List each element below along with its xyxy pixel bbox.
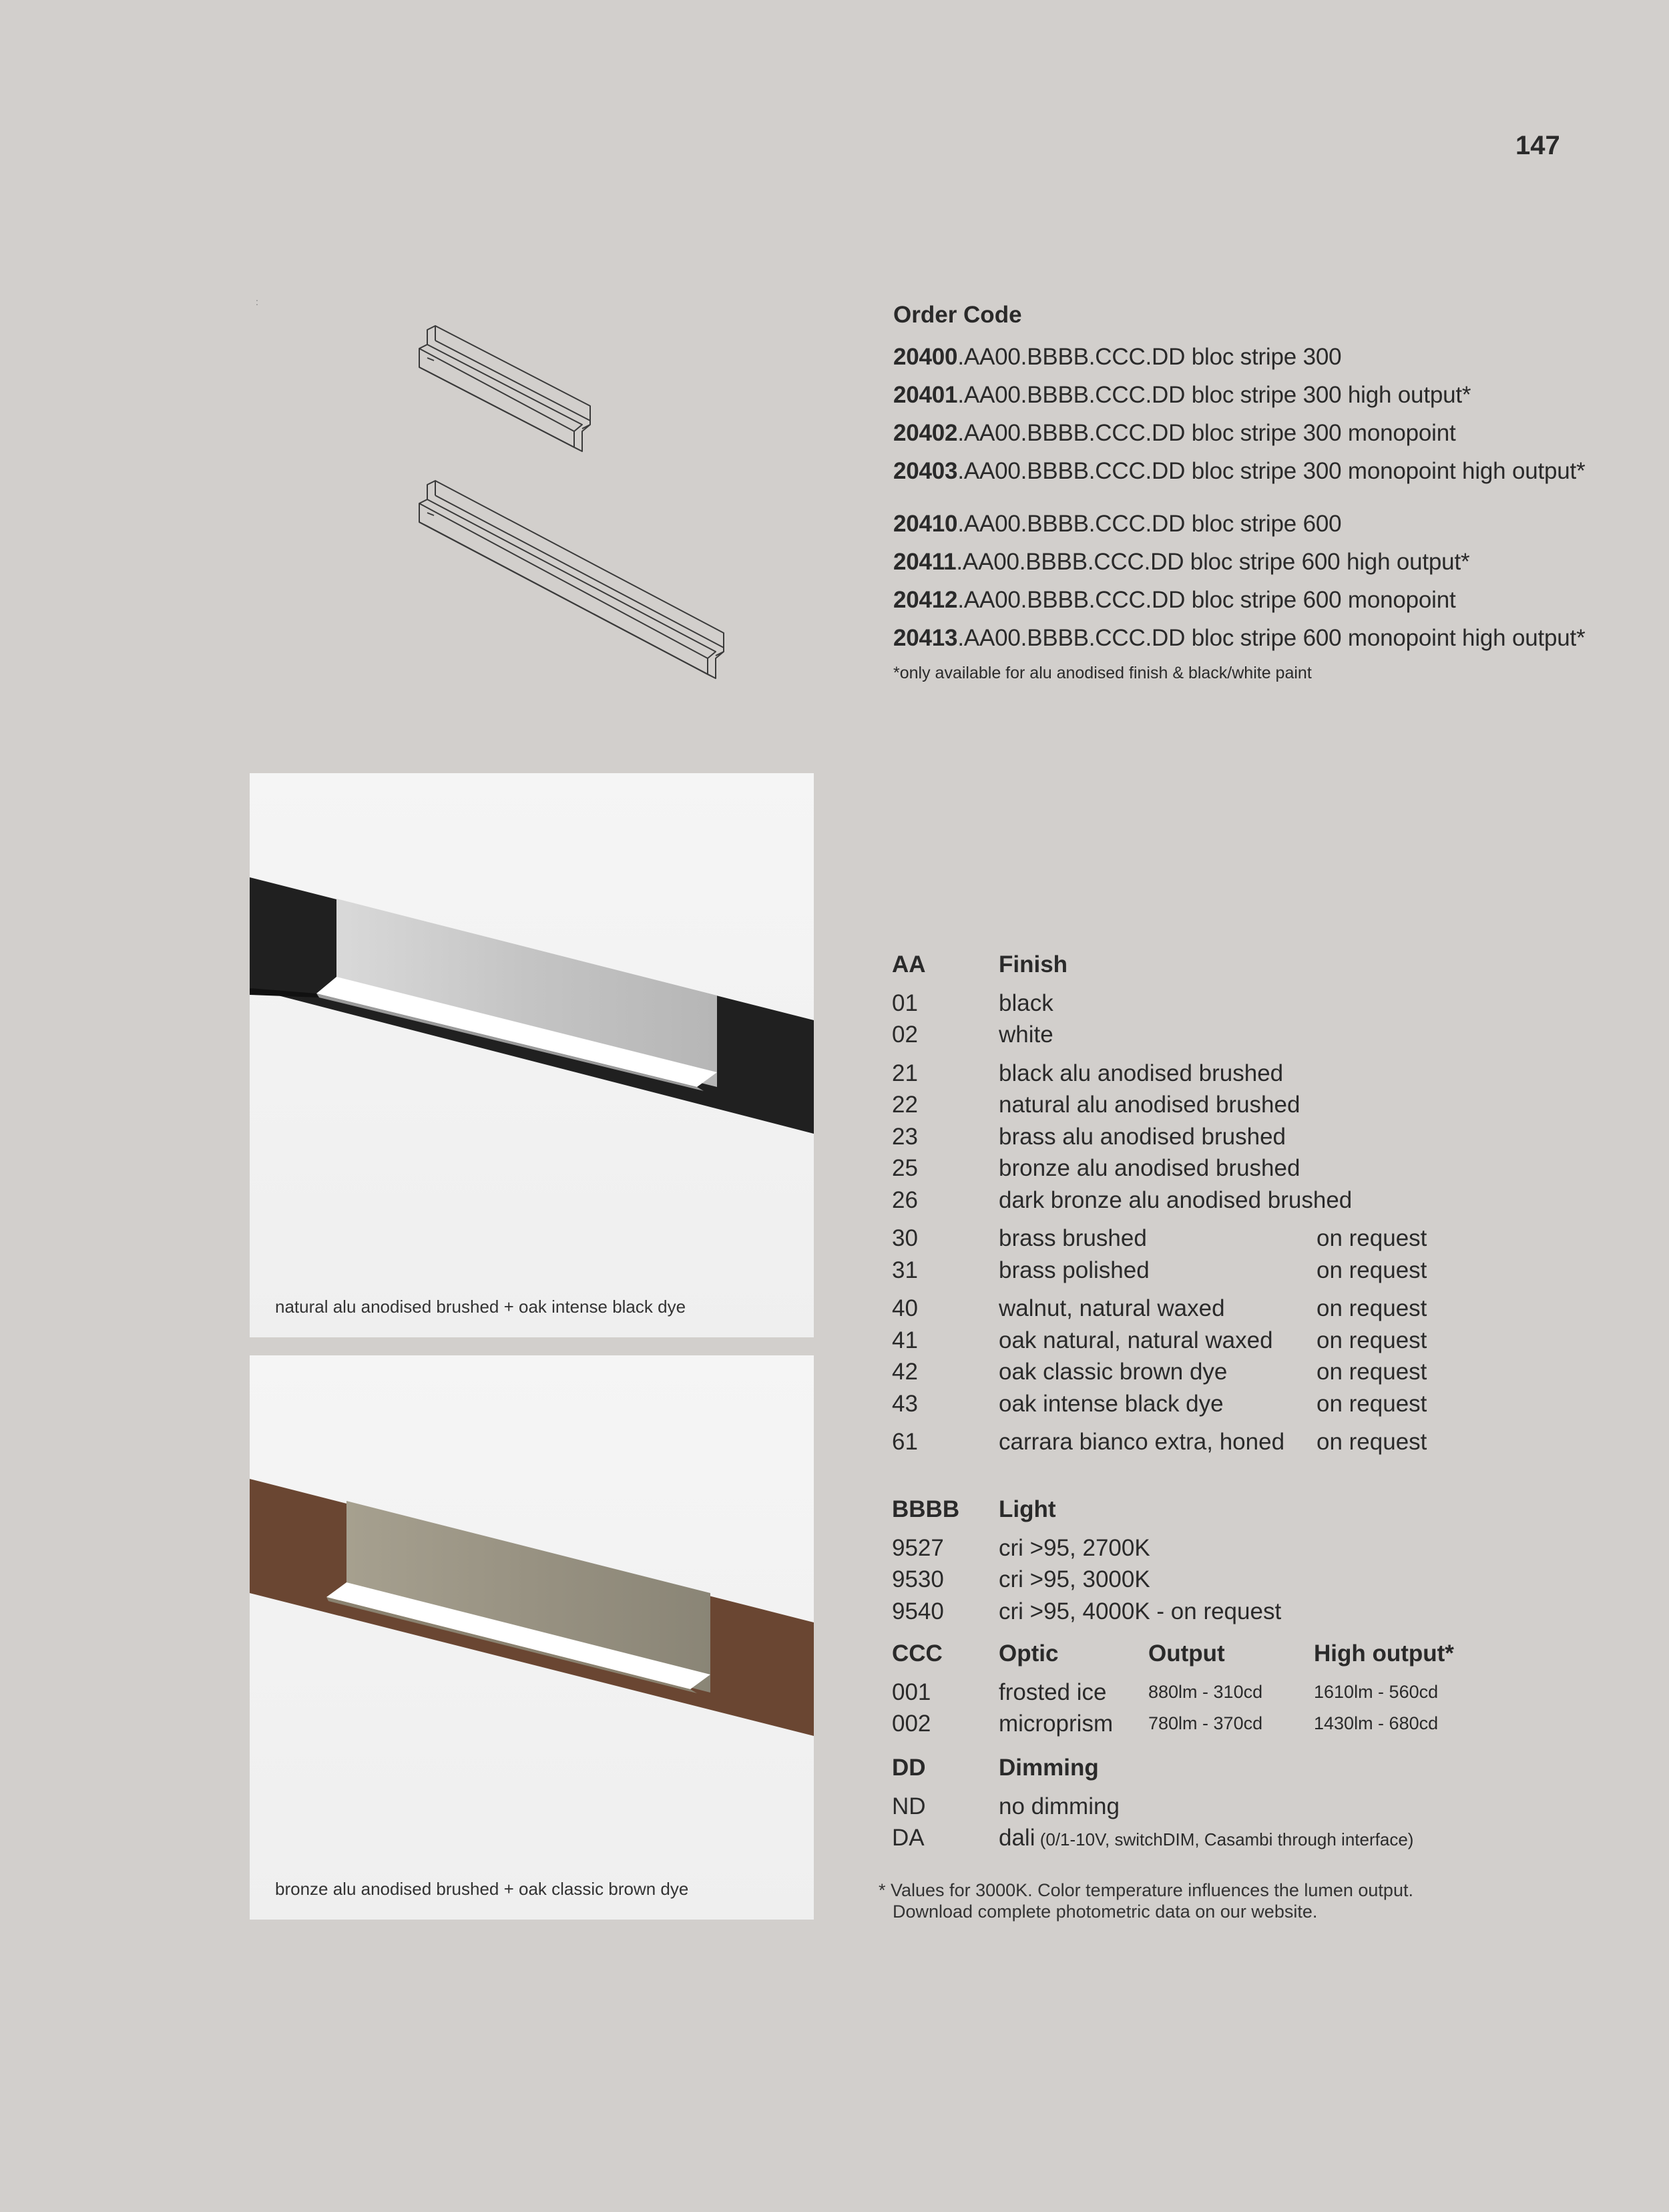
order-code: 20403 xyxy=(893,458,958,484)
finish-row: 23 brass alu anodised brushed xyxy=(892,1123,1286,1150)
light-row: 9540 cri >95, 4000K - on request xyxy=(892,1598,1282,1624)
order-line xyxy=(893,543,1648,581)
finish-table xyxy=(892,949,1666,1458)
finish-header: AA Finish xyxy=(892,951,1068,977)
photo-caption: natural alu anodised brushed + oak intense black dye xyxy=(275,1297,686,1317)
order-line xyxy=(893,376,1648,414)
order-note: *only available for alu anodised finish & black/white paint xyxy=(893,664,1312,682)
light-header: BBBB Light xyxy=(892,1496,1056,1522)
finish-row: 43 oak intense black dye on request xyxy=(892,1390,1427,1417)
order-suffix: .AA00.BBBB.CCC.DD bloc stripe 300 monopoint xyxy=(957,420,1456,446)
order-code: 20411 xyxy=(893,549,957,575)
optic-table xyxy=(892,1638,1666,1740)
finish-row: 26 dark bronze alu anodised brushed xyxy=(892,1186,1353,1213)
order-suffix: .AA00.BBBB.CCC.DD bloc stripe 600 monopoint high output* xyxy=(957,625,1586,651)
dimming-header: DD Dimming xyxy=(892,1755,1099,1781)
order-suffix: .AA00.BBBB.CCC.DD bloc stripe 300 xyxy=(957,344,1342,370)
finish-row: 21 black alu anodised brushed xyxy=(892,1060,1284,1086)
dimming-row: DA dali (0/1-10V, switchDIM, Casambi through interface) xyxy=(892,1825,1414,1851)
finish-row: 25 bronze alu anodised brushed xyxy=(892,1155,1300,1181)
photo-illustration xyxy=(250,773,814,1337)
finish-row: 22 natural alu anodised brushed xyxy=(892,1092,1300,1118)
optic-header: CCC Optic Output High output* xyxy=(892,1640,1454,1667)
order-line xyxy=(893,505,1648,543)
dimming-table xyxy=(892,1752,1666,1854)
footnote-line-2: Download complete photometric data on our website. xyxy=(893,1902,1318,1922)
order-code: 20413 xyxy=(893,625,958,651)
stray-mark: : xyxy=(256,296,258,307)
order-group-600 xyxy=(893,505,1648,657)
finish-row: 42 oak classic brown dye on request xyxy=(892,1359,1427,1385)
order-suffix: .AA00.BBBB.CCC.DD bloc stripe 300 monopoint high output* xyxy=(957,458,1586,484)
photo-illustration xyxy=(250,1355,814,1920)
dimming-row: ND no dimming xyxy=(892,1793,1120,1819)
finish-row: 40 walnut, natural waxed on request xyxy=(892,1295,1427,1321)
order-code: 20402 xyxy=(893,420,958,446)
finish-row: 30 brass brushed on request xyxy=(892,1225,1427,1251)
page-number: 147 xyxy=(1515,131,1560,160)
order-code: 20412 xyxy=(893,587,958,613)
product-photo-bronze-oak xyxy=(250,1355,814,1920)
footnote xyxy=(879,1879,1413,1922)
finish-row: 61 carrara bianco extra, honed on request xyxy=(892,1429,1427,1455)
order-line xyxy=(893,338,1648,376)
order-suffix: .AA00.BBBB.CCC.DD bloc stripe 300 high output* xyxy=(957,382,1471,408)
light-table xyxy=(892,1494,1666,1627)
order-suffix: .AA00.BBBB.CCC.DD bloc stripe 600 monopoint xyxy=(957,587,1456,613)
fixture-300-drawing xyxy=(419,326,590,451)
order-code-block xyxy=(893,302,1648,683)
order-line xyxy=(893,414,1648,452)
finish-row: 31 brass polished on request xyxy=(892,1257,1427,1283)
finish-row: 41 oak natural, natural waxed on request xyxy=(892,1327,1427,1353)
optic-row: 002 microprism 780lm - 370cd 1430lm - 680cd xyxy=(892,1711,1439,1737)
order-line xyxy=(893,619,1648,657)
order-code: 20400 xyxy=(893,344,958,370)
order-line xyxy=(893,452,1648,490)
footnote-line-1: * Values for 3000K. Color temperature influences the lumen output. xyxy=(879,1880,1413,1900)
finish-row: 01 black xyxy=(892,989,1053,1016)
light-row: 9530 cri >95, 3000K xyxy=(892,1566,1150,1592)
light-row: 9527 cri >95, 2700K xyxy=(892,1534,1150,1561)
product-photo-black-oak xyxy=(250,773,814,1337)
order-line xyxy=(893,581,1648,619)
order-code-title: Order Code xyxy=(893,302,1022,328)
order-suffix: .AA00.BBBB.CCC.DD bloc stripe 600 high output* xyxy=(956,549,1470,575)
photo-caption: bronze alu anodised brushed + oak classic brown dye xyxy=(275,1879,689,1899)
finish-row: 02 white xyxy=(892,1022,1053,1048)
order-code: 20401 xyxy=(893,382,958,408)
order-suffix: .AA00.BBBB.CCC.DD bloc stripe 600 xyxy=(957,511,1342,537)
fixture-600-drawing xyxy=(419,481,724,678)
optic-row: 001 frosted ice 880lm - 310cd 1610lm - 560cd xyxy=(892,1679,1439,1705)
order-code: 20410 xyxy=(893,511,958,537)
order-group-300 xyxy=(893,338,1648,490)
fixture-line-drawing xyxy=(407,320,728,681)
